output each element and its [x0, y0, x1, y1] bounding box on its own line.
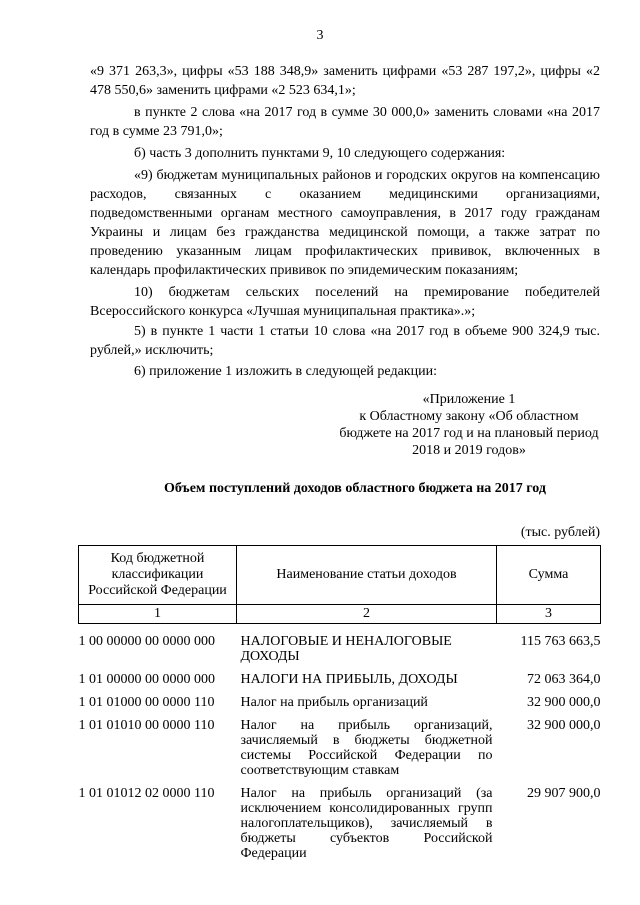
- appendix-caption: [338, 391, 600, 459]
- row-sum: 32 900 000,0: [527, 718, 601, 733]
- appendix-reference: к Областному закону «Об областном бюджете на 2017 год и на плановый период 2018 и 2019 годов»: [339, 409, 599, 458]
- row-name: Налог на прибыль организаций: [240, 695, 428, 710]
- table-row: [79, 624, 601, 671]
- table-row: [79, 784, 601, 867]
- column-number: 3: [497, 605, 601, 624]
- paragraph-point-5: 5) в пункте 1 части 1 статьи 10 слова «на 2017 год в объеме 900 324,9 тыс. рублей,» исключить;: [90, 324, 600, 358]
- row-sum: 32 900 000,0: [527, 695, 601, 710]
- paragraph-digits: «9 371 263,3», цифры «53 188 348,9» заменить цифрами «53 287 197,2», цифры «2 478 550,6» заменить цифрами «2 523 634,1»;: [90, 64, 600, 98]
- table-header-row: [79, 546, 601, 605]
- revenue-table: [78, 545, 601, 867]
- paragraph-part-3: б) часть 3 дополнить пунктами 9, 10 следующего содержания:: [134, 146, 506, 161]
- paragraph-item-10: 10) бюджетам сельских поселений на премирование победителей Всероссийского конкурса «Лучшая муниципальная практика».»;: [90, 285, 600, 319]
- header-name: Наименование статьи доходов: [237, 546, 497, 605]
- table-title: Объем поступлений доходов областного бюджета на 2017 год: [164, 481, 546, 496]
- paragraph-point-6: 6) приложение 1 изложить в следующей редакции:: [134, 364, 437, 379]
- row-code: 1 01 01012 02 0000 110: [78, 786, 215, 801]
- row-code: 1 00 00000 00 0000 000: [78, 634, 215, 649]
- column-number: 2: [237, 605, 497, 624]
- table-row: [79, 693, 601, 716]
- paragraph-point-2: в пункте 2 слова «на 2017 год в сумме 30 000,0» заменить словами «на 2017 год в сумме 23 791,0»;: [90, 105, 600, 139]
- row-name: Налог на прибыль организаций, зачисляемый в бюджеты бюджетной системы Российской Федерации по соответствующим ставкам: [240, 718, 493, 778]
- row-code: 1 01 01000 00 0000 110: [78, 695, 215, 710]
- row-name: НАЛОГОВЫЕ И НЕНАЛОГОВЫЕ ДОХОДЫ: [240, 634, 452, 664]
- units-label: (тыс. рублей): [520, 525, 600, 540]
- header-sum: Сумма: [497, 546, 601, 605]
- column-number: 1: [79, 605, 237, 624]
- header-code: Код бюджетной классификации Российской Федерации: [79, 546, 237, 605]
- row-sum: 115 763 663,5: [520, 634, 601, 649]
- page-number: 3: [316, 28, 324, 43]
- row-name: НАЛОГИ НА ПРИБЫЛЬ, ДОХОДЫ: [240, 672, 458, 687]
- row-name: Налог на прибыль организаций (за исключением консолидированных групп налогоплательщиков), зачисляемый в бюджеты субъектов Российской Федерации: [240, 786, 493, 861]
- row-code: 1 01 00000 00 0000 000: [78, 672, 215, 687]
- table-row: [79, 716, 601, 784]
- table-row: [79, 670, 601, 693]
- appendix-title: «Приложение 1: [422, 392, 516, 407]
- row-sum: 72 063 364,0: [527, 672, 601, 687]
- row-sum: 29 907 900,0: [527, 786, 601, 801]
- paragraph-item-9: «9) бюджетам муниципальных районов и городских округов на компенсацию расходов, связанных с оказанием медицинскими организациями, подведомственными органам местного самоуправления, в 2017 году гражданам Украины и лицам без гражданства медицинской помощи, а также затрат по проведению указанным лицам профилактических прививок, включенных в календарь профилактических прививок по эпидемическим показаниям;: [90, 168, 600, 278]
- column-number-row: [79, 605, 601, 624]
- row-code: 1 01 01010 00 0000 110: [78, 718, 215, 733]
